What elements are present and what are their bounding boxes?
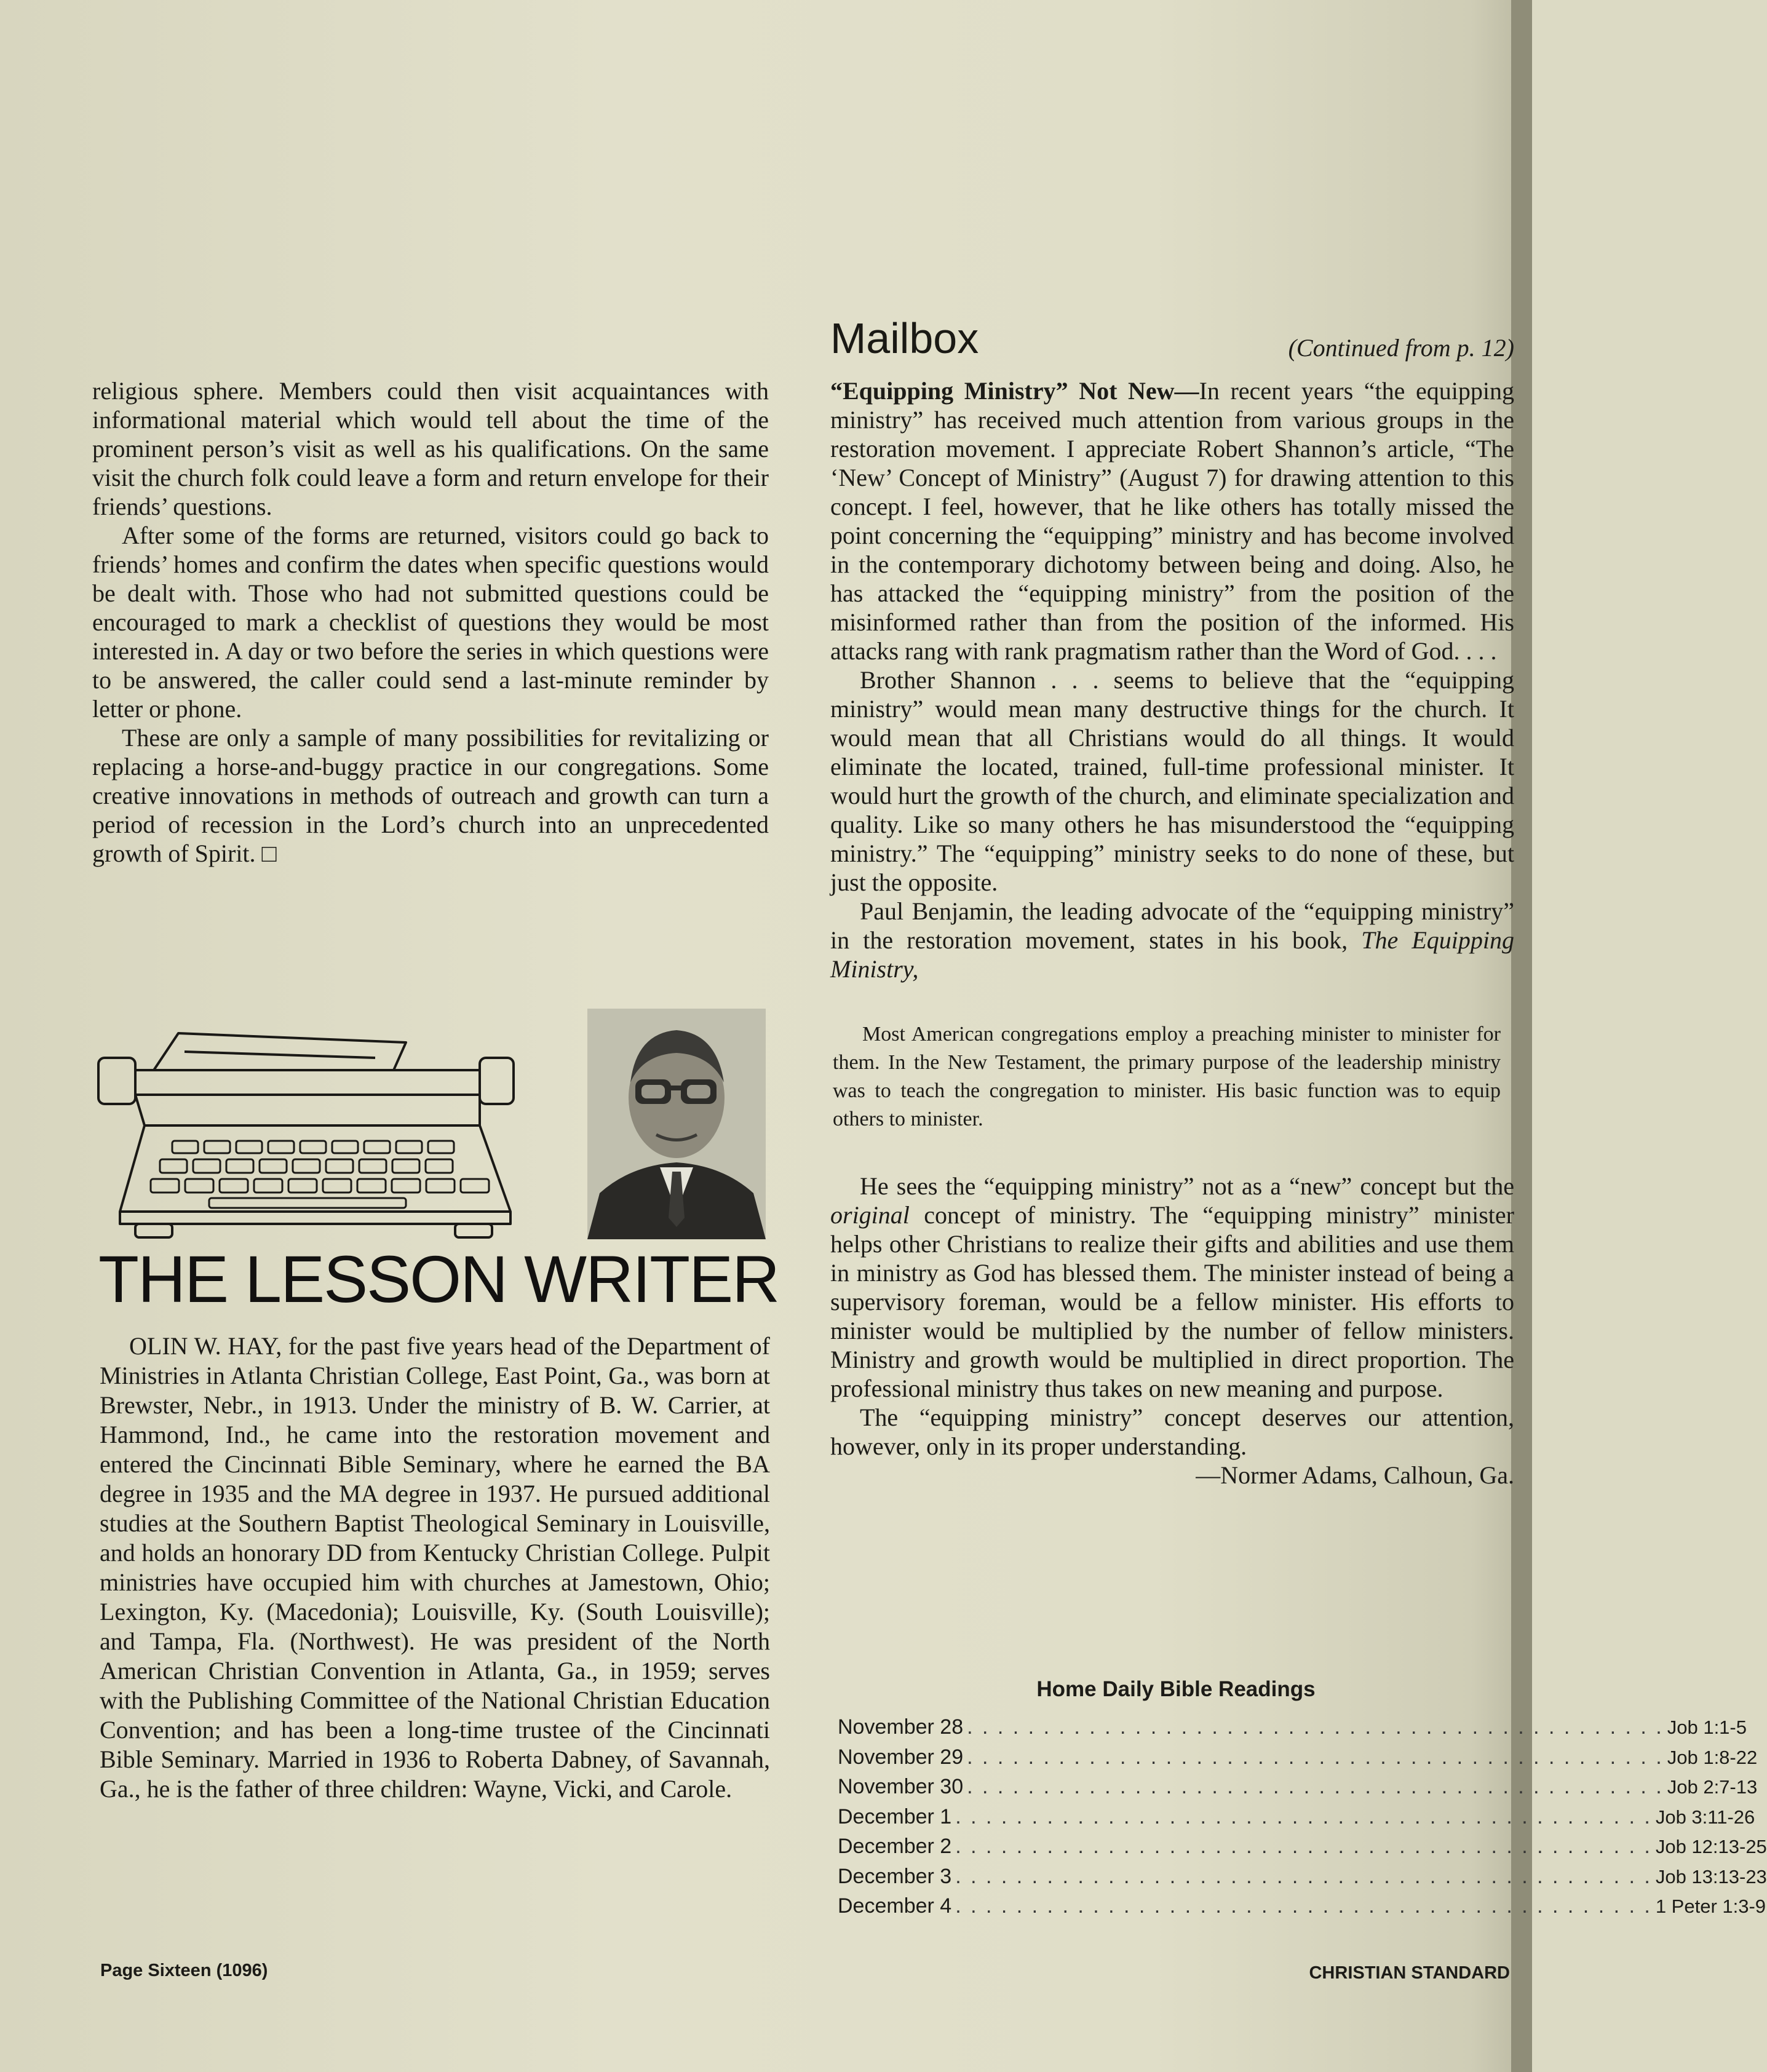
letter-heading: “Equipping Ministry” Not New— xyxy=(830,377,1199,405)
reading-ref: Job 3:11-26 xyxy=(1655,1806,1755,1828)
reading-ref: Job 12:13-25 xyxy=(1655,1836,1767,1857)
reading-row xyxy=(838,1894,1766,1924)
end-mark: □ xyxy=(261,840,277,867)
mailbox-title: Mailbox xyxy=(830,314,979,362)
leader-dots: . . . . . . . . . . . . . . . . . . . . . . . . . . . . . . . . . . . . . . . . . . . . . . xyxy=(955,1804,1652,1828)
letter-text: concept of ministry. The “equipping ministry” minister helps other Christians to realize their gifts and abilities and use them in ministry as God has blessed them. The minister instead of being a supervisory foreman, would be a fellow minister. His efforts to minister would be multiplied by the number of fellow ministers. Ministry and growth would be multiplied in direct proportion. The professional ministry thus takes on new meaning and purpose. xyxy=(830,1201,1514,1402)
reading-date: December 1 xyxy=(838,1804,952,1828)
reading-date: December 3 xyxy=(838,1864,952,1888)
continued-note: (Continued from p. 12) xyxy=(1288,334,1514,362)
reading-row xyxy=(838,1715,1747,1745)
article-paragraph: After some of the forms are returned, visitors could go back to friends’ homes and confirm the dates when specific questions would be dealt with. Those who had not submitted questions could be encouraged to mark a checklist of questions they would be most interested in. A day or two before the series in which questions were to be answered, the caller could send a last-minute reminder by letter or phone. xyxy=(92,522,769,723)
author-photo xyxy=(587,1009,766,1239)
book-title: The Equipping Ministry, xyxy=(830,926,1514,983)
reading-ref: Job 1:8-22 xyxy=(1667,1746,1758,1768)
article-paragraph xyxy=(92,723,769,868)
block-quote: Most American congregations employ a preaching minister to minister for them. In the New Testament, the primary purpose of the leadership ministry was to teach the congregation to minister. His basic function was to equip others to minister. xyxy=(833,1023,1501,1130)
readings-title: Home Daily Bible Readings xyxy=(1036,1677,1316,1701)
bible-readings xyxy=(838,1677,1767,1924)
reading-ref: Job 13:13-23 xyxy=(1655,1865,1767,1887)
reading-row xyxy=(838,1864,1767,1895)
leader-dots: . . . . . . . . . . . . . . . . . . . . . . . . . . . . . . . . . . . . . . . . . . . . . . xyxy=(955,1894,1652,1918)
article-paragraph-text: These are only a sample of many possibilities for revitalizing or replacing a horse-and-buggy practice in our congregations. Some creative innovations in methods of outreach and growth can turn a period of recession in the Lord’s church into an unprecedented growth of Spirit. xyxy=(92,724,769,867)
letter-text: In recent years “the equipping ministry” has received much attention from various groups in the restoration movement. I appreciate Robert Shannon’s article, “The ‘New’ Concept of Ministry” (August 7) for drawing attention to this concept. I feel, however, that he like others has totally missed the point concerning the “equipping” ministry and has become involved in the contemporary dichotomy between being and doing. Also, he has attacked the “equipping ministry” from the position of the misinformed rather than from the position of the informed. His attacks rang with rank pragmatism rather than the Word of God. . . . xyxy=(830,377,1514,665)
reading-date: November 29 xyxy=(838,1745,964,1769)
reading-date: November 30 xyxy=(838,1775,964,1798)
leader-dots: . . . . . . . . . . . . . . . . . . . . . . . . . . . . . . . . . . . . . . . . . . . . . . xyxy=(967,1775,1664,1798)
reading-row xyxy=(838,1804,1755,1835)
letter-paragraph xyxy=(830,376,1514,665)
letter-text: Paul Benjamin, the leading advocate of the “equipping ministry” in the restoration movement, states in his book, xyxy=(830,897,1514,954)
reading-date: November 28 xyxy=(838,1715,964,1739)
reading-ref: Job 2:7-13 xyxy=(1667,1776,1758,1798)
bio-paragraph: OLIN W. HAY, for the past five years head of the Department of Ministries in Atlanta Christian College, East Point, Ga., was born at Brewster, Nebr., in 1913. Under the ministry of B. W. Carrier, at Hammond, Ind., he came into the restoration movement and entered the Cincinnati Bible Seminary, where he earned the BA degree in 1935 and the MA degree in 1937. He pursued additional studies at the Southern Baptist Theological Seminary in Louisville, and holds an honorary DD from Kentucky Christian College. Pulpit ministries have occupied him with churches at Jamestown, Ohio; Lexington, Ky. (Macedonia); Louisville, Ky. (South Louisville); and Tampa, Fla. (Northwest). He was president of the North American Christian Convention in Atlanta, Ga., in 1959; serves with the Publishing Committee of the National Christian Education Convention; and has been a long-time trustee of the Cincinnati Bible Seminary. Married in 1936 to Roberta Dabney, of Savannah, Ga., he is the father of three children: Wayne, Vicki, and Carole. xyxy=(100,1332,770,1803)
letter-signature: —Normer Adams, Calhoun, Ga. xyxy=(1196,1461,1514,1489)
reading-date: December 2 xyxy=(838,1835,952,1858)
reading-row xyxy=(838,1775,1758,1805)
letter-paragraph: The “equipping ministry” concept deserves our attention, however, only in its proper understanding. xyxy=(830,1403,1514,1460)
article-column xyxy=(92,376,769,868)
lesson-writer-bio xyxy=(100,1332,770,1804)
lesson-writer-title: THE LESSON WRITER xyxy=(98,1242,779,1316)
mailbox-column xyxy=(830,376,1514,1490)
letter-paragraph: Brother Shannon . . . seems to believe that the “equipping ministry” would mean many destructive things for the church. It would mean that all Christians would do all things. It would eliminate the located, trained, full-time professional minister. It would hurt the growth of the church, and eliminate specialization and quality. Like so many others he has misunderstood the “equipping ministry.” The “equipping” ministry seeks to do none of these, but just the opposite. xyxy=(830,666,1514,896)
leader-dots: . . . . . . . . . . . . . . . . . . . . . . . . . . . . . . . . . . . . . . . . . . . . . . xyxy=(967,1745,1664,1769)
letter-paragraph xyxy=(830,1172,1514,1403)
lesson-writer-illustrations xyxy=(86,1009,769,1245)
reading-row xyxy=(838,1835,1767,1865)
leader-dots: . . . . . . . . . . . . . . . . . . . . . . . . . . . . . . . . . . . . . . . . . . . . . . xyxy=(955,1835,1652,1858)
reading-date: December 4 xyxy=(838,1894,952,1918)
typewriter-illustration xyxy=(86,1027,572,1242)
publication-name: CHRISTIAN STANDARD xyxy=(1309,1963,1510,1983)
reading-ref: Job 1:1-5 xyxy=(1667,1717,1747,1738)
reading-row xyxy=(838,1745,1758,1776)
emphasis: original xyxy=(830,1201,910,1229)
leader-dots: . . . . . . . . . . . . . . . . . . . . . . . . . . . . . . . . . . . . . . . . . . . . . . xyxy=(967,1715,1664,1739)
page-number: Page Sixteen (1096) xyxy=(100,1961,268,1980)
reading-ref: 1 Peter 1:3-9 xyxy=(1655,1895,1766,1917)
leader-dots: . . . . . . . . . . . . . . . . . . . . . . . . . . . . . . . . . . . . . . . . . . . . . . xyxy=(955,1864,1652,1888)
mailbox-header xyxy=(830,314,1514,363)
letter-paragraph xyxy=(830,897,1514,983)
letter-text: He sees the “equipping ministry” not as a “new” concept but the xyxy=(860,1172,1514,1200)
article-paragraph: religious sphere. Members could then visit acquaintances with informational material which would tell about the time of the prominent person’s visit as well as his qualifications. On the same visit the church folk could leave a form and return envelope for their friends’ questions. xyxy=(92,377,769,520)
